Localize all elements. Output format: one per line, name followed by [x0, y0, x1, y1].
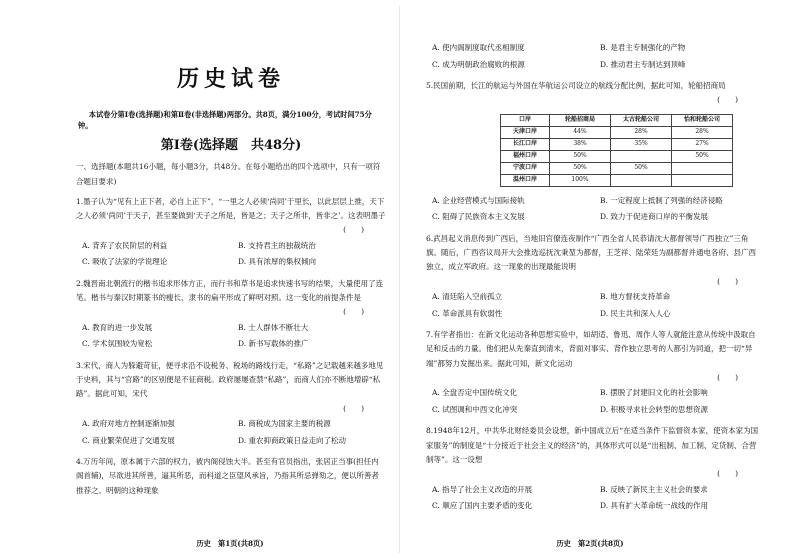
- table-cell: [611, 174, 672, 186]
- options: [82, 238, 386, 271]
- table-header-row: [501, 114, 733, 126]
- question-stem: 8.1948年12月，中共华北财经委员会设想，新中国成立后“在适当条件下监督资本家，使资本家为国家服务”的制度是“十分接近于社会主义的经济”的，具体形式可以是“出租制、加工制、定货制、合营制等”。这一设想: [426, 426, 759, 464]
- table-cell: 50%: [611, 162, 672, 174]
- section-title: 第Ⅰ卷(选择题 共48分): [160, 138, 302, 154]
- question-8: [426, 424, 760, 514]
- options: [432, 289, 760, 322]
- options: [82, 416, 386, 449]
- option-b: B. 是君主专制强化的产物: [600, 43, 686, 52]
- question-2: [76, 277, 386, 353]
- answer-bracket: ( ): [717, 95, 738, 105]
- table-cell: 100%: [550, 174, 611, 186]
- answer-bracket: ( ): [717, 276, 738, 286]
- option-d: D. 新书写载体的推广: [238, 339, 309, 349]
- option-a: A. 清廷陷入空前孤立: [432, 292, 503, 301]
- option-c: C. 学术氛围较为宽松: [82, 339, 153, 349]
- option-d: D. 推动君主专制达到顶峰: [600, 59, 686, 69]
- option-d: D. 积极寻求社会转型的思想资源: [600, 404, 709, 414]
- table-cell: 35%: [611, 138, 672, 150]
- table-header-cell: 怡和轮船公司: [672, 114, 733, 126]
- question-stem: 7.有学者指出：在新文化运动各种思想实验中，如胡适、鲁迅、周作人等人就能注意从传统中汲取自足和反击的力量。他们把从先秦直到清末，背面对事实、背作独立思考的人都引为同道，把一切“异端”都努力发掘出来。据此可知，新文化运动: [426, 330, 756, 368]
- option-a: A. 企业经营模式与国际接轨: [432, 195, 525, 205]
- table-header-cell: 太古轮船公司: [611, 114, 672, 126]
- table-cell: 长江口岸: [501, 138, 550, 150]
- table-row: [501, 126, 733, 138]
- table-cell: 27%: [672, 138, 733, 150]
- table-cell: [672, 174, 733, 186]
- table-row: [501, 138, 733, 150]
- options: [432, 482, 760, 515]
- option-c: C. 革命派具有软弱性: [432, 308, 503, 318]
- answer-bracket: ( ): [717, 372, 738, 382]
- section-instructions: 一、选择题(本题共16小题，每小题3分，共48分。在每小题给出的四个选项中，只有一项符合题目要求): [76, 162, 381, 186]
- option-a: A. 全盘否定中国传统文化: [432, 388, 518, 398]
- question-5: [426, 79, 760, 226]
- table-header-cell: 轮船招商局: [550, 114, 611, 126]
- question-stem: 5.民国前期，长江的航运与外国在华航运公司设立的航线分配比例，据此可知，轮船招商局: [426, 81, 726, 90]
- table-cell: 28%: [672, 126, 733, 138]
- question-7: [426, 328, 760, 418]
- table-cell: 50%: [550, 162, 611, 174]
- options: [82, 320, 386, 353]
- table-cell: 38%: [550, 138, 611, 150]
- option-a: A. 背弃了农民阶层的利益: [82, 240, 168, 250]
- table-row: [501, 174, 733, 186]
- right-page: [400, 0, 800, 559]
- option-d: D. 民主共和深入人心: [600, 308, 671, 318]
- option-d: D. 致力于促进商口岸的平衡发展: [600, 212, 709, 222]
- table-cell: [672, 162, 733, 174]
- option-d: D. 重农抑商政策日益走向了松动: [238, 435, 347, 445]
- question-4: [76, 455, 386, 498]
- option-c: C. 商业繁荣促进了交通发展: [82, 435, 175, 445]
- exam-title: 历史试卷: [176, 66, 285, 92]
- option-b: B. 反映了新民主主义社会的要求: [600, 484, 708, 494]
- question-stem: 3.宋代，商人为躲避苛征，便寻求沿不设税务、税场的路线行走，“私路”之记载越来越多地见于史料，其与“官路”的区别便是不征商税。政府屡屡查禁“私路”，而商人们亦不断地增辟“私路”。据此可知，宋代: [76, 360, 384, 399]
- question-stem: 6.武昌起义消息传到广西后，当地旧官僚连夜制作“广西全省人民恭请沈大都督领导广西独立”三角旗。随后，广西咨议局开大会推选巡抚沈秉堃为都督，王芝祥、陆荣廷为副都督并通电各府、县广西独立，成立军政府。这一现象的出现最能说明: [426, 233, 756, 272]
- page-footer: 历史 第1页(共8页): [196, 538, 264, 548]
- option-c: C. 试图调和中西文化冲突: [432, 404, 518, 414]
- option-c: C. 成为明朝政治腐败的根源: [432, 59, 525, 69]
- answer-bracket: ( ): [343, 307, 364, 317]
- table-cell: 天津口岸: [501, 126, 550, 138]
- option-c: C. 阻碍了民族资本主义发展: [432, 212, 525, 222]
- question-3: [76, 359, 386, 449]
- table-row: [501, 150, 733, 162]
- question-stem: 2.魏晋南北朝流行的楷书追求形体方正，而行书和草书是追求快速书写的结果，大量使用了连笔。楷书与秦汉时期篆书的瘦长、隶书的扁平形成了鲜明对照。这一变化的前提条件是: [76, 278, 384, 303]
- option-a: A. 教育的进一步发展: [82, 322, 153, 332]
- option-b: B. 摆脱了封建旧文化的社会影响: [600, 388, 708, 398]
- option-b: B. 地方督抚支持革命: [600, 292, 671, 301]
- options: [432, 40, 760, 73]
- table-cell: 福州口岸: [501, 150, 550, 162]
- option-a: A. 政府对地方控制逐渐加强: [82, 419, 175, 429]
- question-4-options: [426, 40, 760, 73]
- option-b: B. 一定程度上抵制了列强的经济侵略: [600, 195, 723, 205]
- exam-intro: 本试卷分第Ⅰ卷(选择题)和第Ⅱ卷(非选择题)两部分。共8页，满分100分，考试时间75分钟。: [78, 109, 372, 130]
- question-stem: 4.万历年间，原本属于六部的权力，被内阁侵蚀大半。甚至有官员指出，张居正当事(担任内阁首辅)，尽欲进其所善，逼其所恶，而科道之臣望风承旨，乃指其所忌弹劾之，便以所善者推荐之。明朝的这种现象: [76, 457, 379, 495]
- option-d: D. 具有扩大革命统一战线的作用: [600, 501, 709, 510]
- option-d: D. 具有浓厚的集权倾向: [238, 257, 317, 267]
- question-1: [76, 195, 386, 271]
- options: [432, 193, 760, 226]
- table-cell: 44%: [550, 126, 611, 138]
- table-cell: 28%: [611, 126, 672, 138]
- table-cell: 宁波口岸: [501, 162, 550, 174]
- question-6: [426, 232, 760, 322]
- option-b: B. 士人群体不断壮大: [238, 322, 309, 332]
- option-a: A. 使内阁制度取代丞相制度: [432, 43, 525, 52]
- table-cell: 温州口岸: [501, 174, 550, 186]
- table-header-cell: 口岸: [501, 114, 550, 126]
- options: [432, 385, 760, 418]
- answer-bracket: ( ): [717, 469, 738, 478]
- option-b: B. 商税成为国家主要的税源: [238, 419, 331, 429]
- option-c: C. 顺应了国内主要矛盾的变化: [432, 501, 533, 510]
- answer-bracket: ( ): [343, 403, 364, 413]
- table-row: [501, 162, 733, 174]
- table-cell: 50%: [672, 150, 733, 162]
- answer-bracket: ( ): [343, 225, 364, 235]
- option-c: C. 吸收了法家的学说理论: [82, 257, 168, 267]
- shipping-share-table: [500, 114, 733, 187]
- option-b: B. 支持君主的独裁统治: [238, 240, 316, 250]
- table-cell: 50%: [550, 150, 611, 162]
- option-a: A. 指导了社会主义改造的开展: [432, 484, 533, 494]
- table-cell: [611, 150, 672, 162]
- page-footer: 历史 第2页(共8页): [556, 538, 624, 548]
- question-stem: 1.墨子认为“见有上正下者，必自上正下”，“一里之人必须‘尚同’于里长，以此层层上推，天下之人必须‘尚同’于天子，甚至要做到‘天子之所是，皆是之；天子之所非，皆非之’。这表明墨子: [76, 196, 386, 221]
